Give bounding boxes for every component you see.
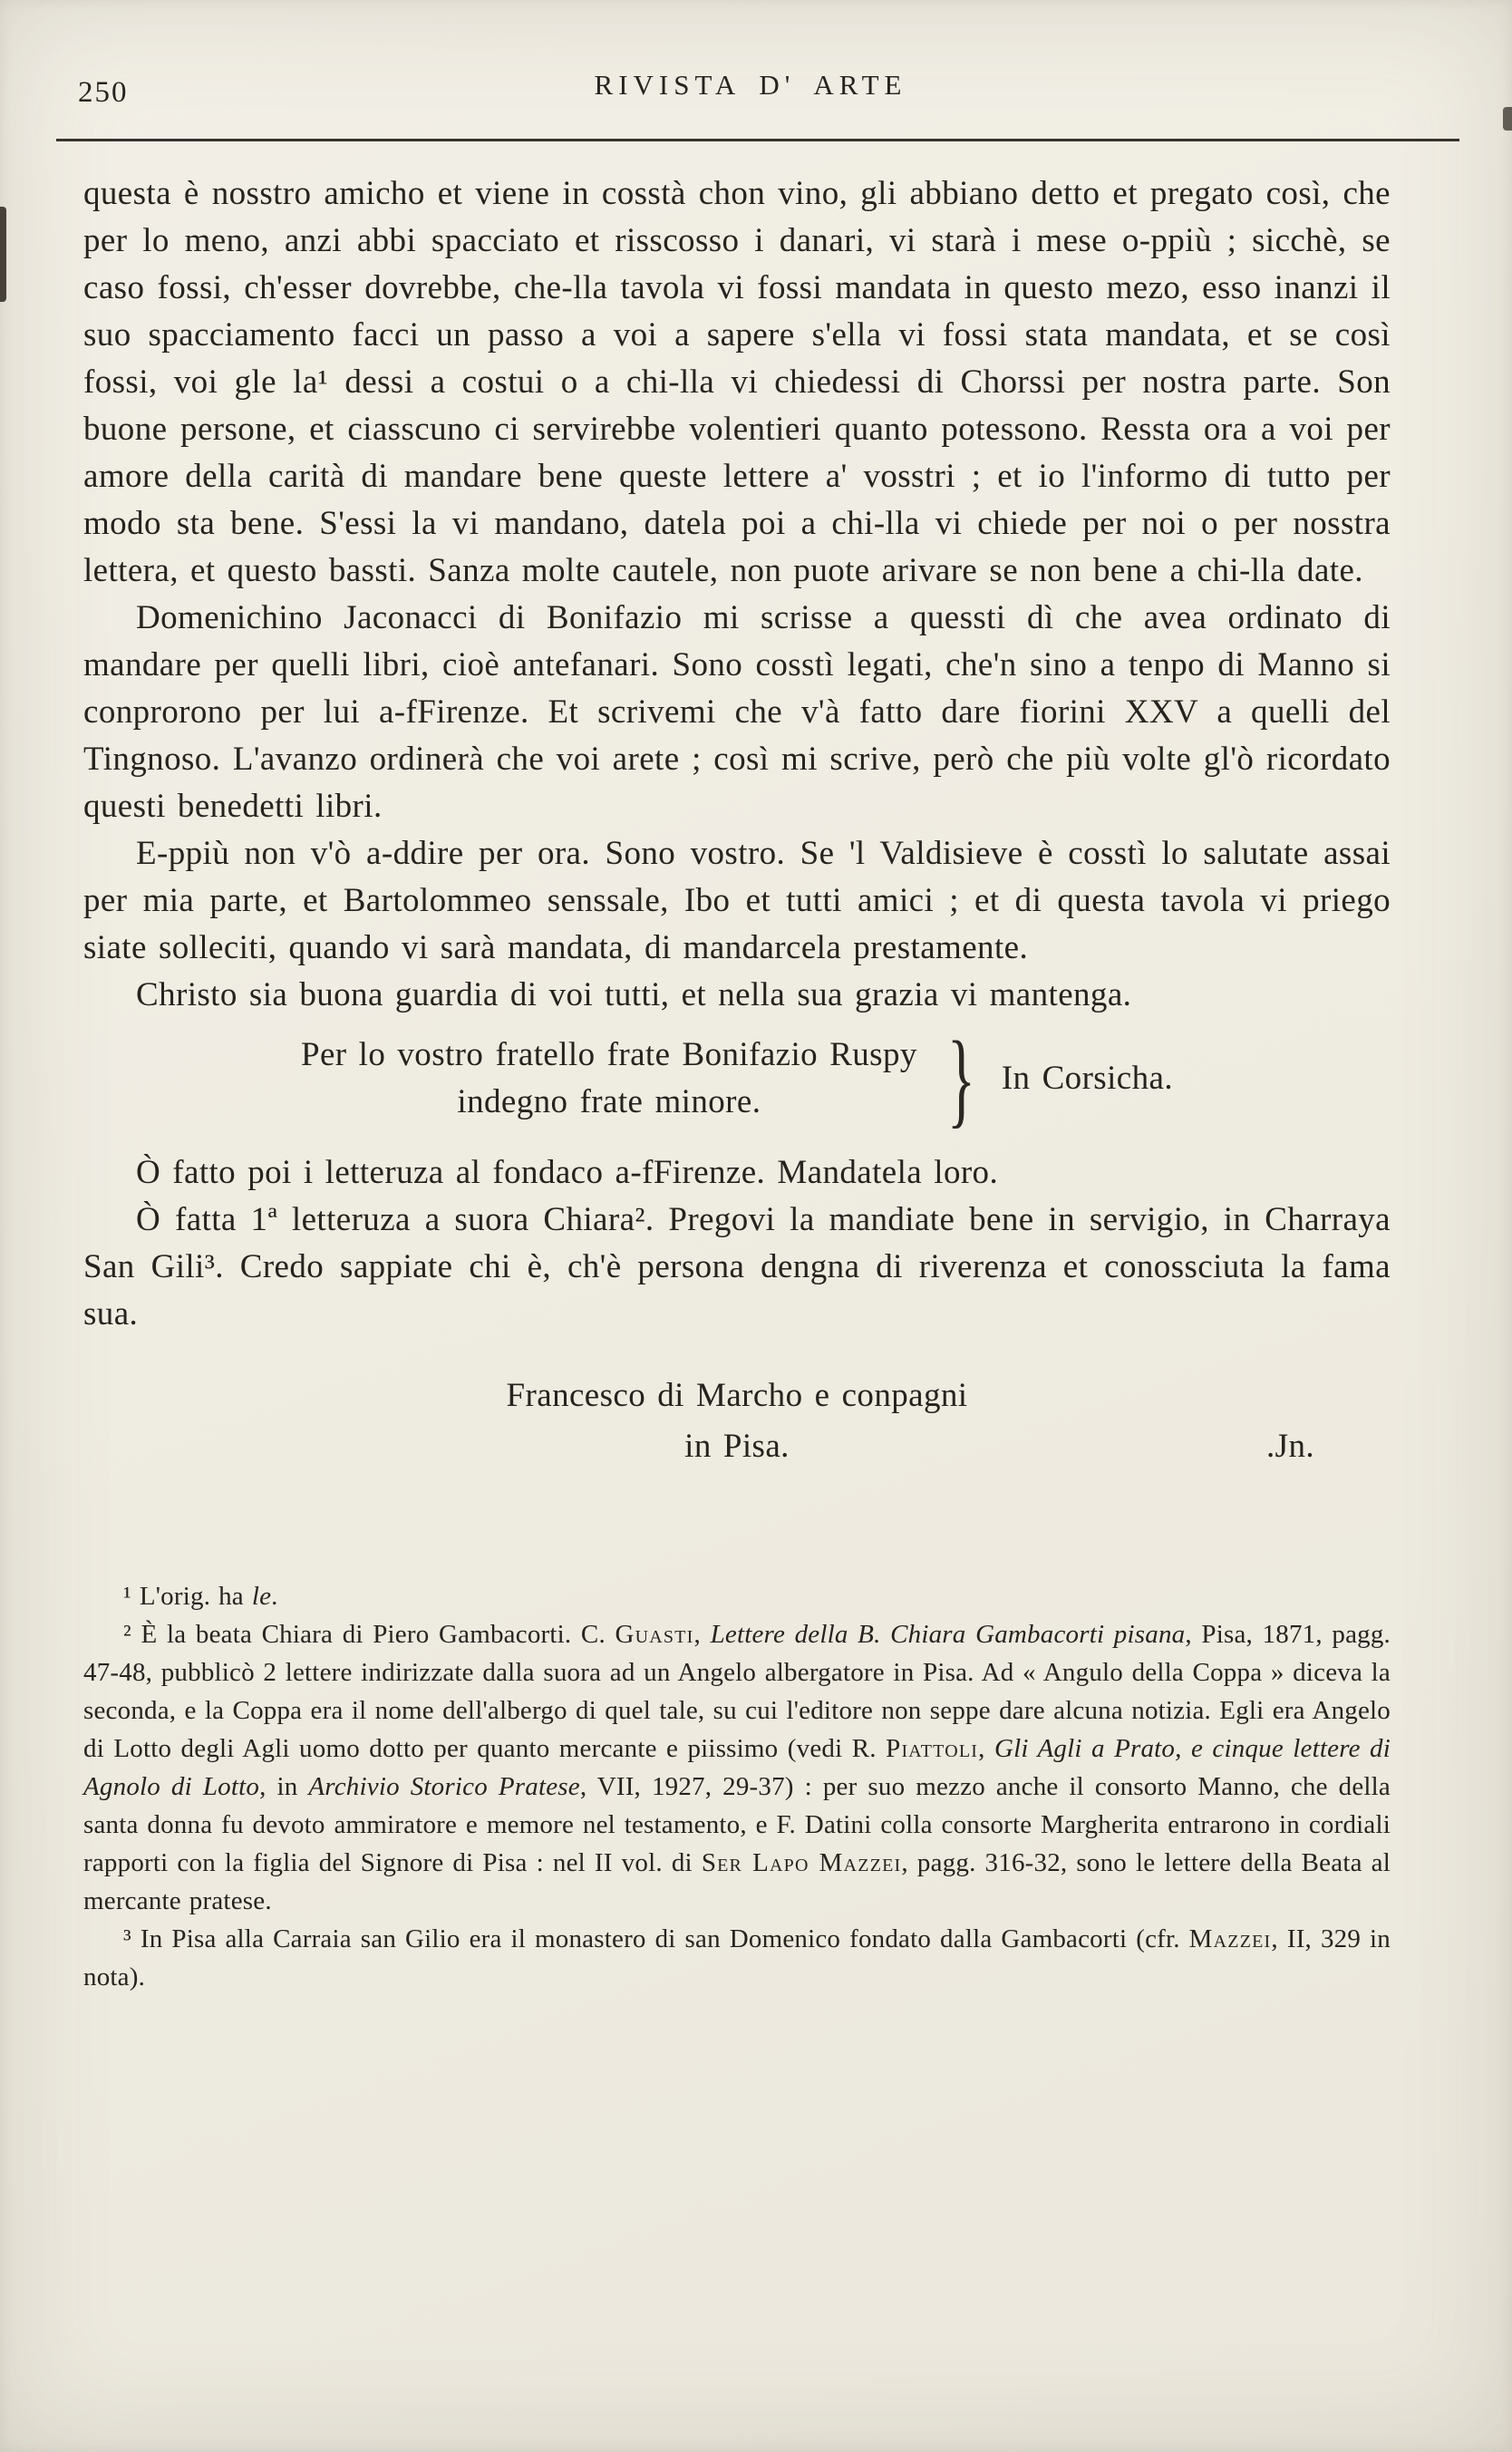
signature-line: indegno frate minore. xyxy=(457,1083,761,1120)
page-number: 250 xyxy=(78,76,129,109)
closing-place: in Pisa. xyxy=(684,1428,790,1465)
postscript-paragraph: Ò fatto poi i letteruza al fondaco a-fFirenze. Mandatela loro. xyxy=(136,1154,999,1191)
postscript-paragraph: Ò fatta 1ª letteruza a suora Chiara². Pregovi la mandiate bene in servigio, in Charraya San Gili³. Credo sappiate chi è, ch'è persona dengna di riverenza et conossciuta la fama sua. xyxy=(83,1201,1391,1333)
body-paragraph: E-ppiù non v'ò a-ddire per ora. Sono vostro. Se 'l Valdisieve è cosstì lo salutate assai per mia parte, et Bartolommeo senssale, Ibo et tutti amici ; et di questa tavola vi priego siate solleciti, quando vi sarà mandata, di mandarcela prestamente. xyxy=(83,835,1391,966)
brace-glyph: } xyxy=(946,1019,975,1138)
letter-closing xyxy=(83,1372,1391,1470)
body-paragraph: questa è nosstro amicho et viene in cosstà chon vino, gli abbiano detto et pregato così, che per lo meno, anzi abbi spacciato et risscosso i danari, vi starà i mese o-ppiù ; sicchè, se caso fossi, ch'esser dovrebbe, che-lla tavola vi fossi mandata in questo mezo, esso inanzi il suo spacciamento facci un passo a voi a sapere s'ella vi fossi stata mandata, et se così fossi, voi gle la¹ dessi a costui o a chi-lla vi chiedessi di Chorssi per nostra parte. Son buone persone, et ciasscuno ci servirebbe volentieri quanto potessono. Ressta ora a voi per amore della carità di mandare bene queste lettere a' vosstri ; et io l'informo di tutto per modo sta bene. S'essi la vi mandano, datela poi a chi-lla vi chiede per noi o per nosstra lettera, et questo bassti. Sanza molte cautele, non puote arivare se non bene a chi-lla date. xyxy=(83,175,1391,589)
scan-artifact xyxy=(0,207,6,302)
footnote-3: ³ In Pisa alla Carraia san Gilio era il monastero di san Domenico fondato dalla Gambacorti (cfr. Mazzei, II, 329 in nota). xyxy=(83,1924,1391,1992)
body-paragraph: Domenichino Jaconacci di Bonifazio mi scrisse a quessti dì che avea ordinato di mandare per quelli libri, cioè antefanari. Sono cosstì legati, che'n sino a tenpo di Manno si conprorono per lui a-fFirenze. Et scrivemi che v'à fatto dare fiorini XXV a quelli del Tingnoso. L'avanzo ordinerà che voi arete ; così mi scrive, però che più volte gl'ò ricordato questi benedetti libri. xyxy=(83,599,1391,825)
footnotes xyxy=(83,1577,1391,1996)
closing-row xyxy=(83,1423,1391,1470)
letter-signature xyxy=(83,1019,1391,1138)
footnote-2: ² È la beata Chiara di Piero Gambacorti. C. Guasti, Lettere della B. Chiara Gambacorti pisana, Pisa, 1871, pagg. 47-48, pubblicò 2 lettere indirizzate dalla suora ad un Angelo albergatore in Pisa. Ad « Angulo della Coppa » diceva la seconda, e la Coppa era il nome dell'albergo di quel tale, su cui l'editore non seppe dare alcuna notizia. Egli era Angelo di Lotto degli Agli uomo dotto per quanto mercante e piissimo (vedi R. Piattoli, Gli Agli a Prato, e cinque lettere di Agnolo di Lotto, in Archivio Storico Pratese, VII, 1927, 29-37) : per suo mezzo anche il consorto Manno, che della santa donna fu devoto ammiratore e memore nel testamento, e F. Datini colla consorte Margherita entrarono in cordiali rapporti con la figlia del Signore di Pisa : nel II vol. di Ser Lapo Mazzei, pagg. 316-32, sono le lettere della Beata al mercante pratese. xyxy=(83,1620,1391,1915)
scan-artifact xyxy=(1503,107,1512,131)
footnote-1: ¹ L'orig. ha le. xyxy=(123,1582,278,1611)
letter-body xyxy=(83,170,1391,1996)
signature-place: In Corsicha. xyxy=(1001,1060,1173,1097)
page-header xyxy=(78,65,1418,112)
signature-lines xyxy=(301,1032,917,1126)
closing-name: Francesco di Marcho e conpagni xyxy=(506,1377,968,1414)
body-paragraph: Christo sia buona guardia di voi tutti, et nella sua grazia vi mantenga. xyxy=(136,976,1132,1013)
closing-mark: .Jn. xyxy=(1266,1428,1314,1465)
signature-line: Per lo vostro fratello frate Bonifazio Ruspy xyxy=(301,1036,917,1073)
journal-title: RIVISTA D' ARTE xyxy=(594,69,907,101)
header-rule xyxy=(56,139,1459,141)
